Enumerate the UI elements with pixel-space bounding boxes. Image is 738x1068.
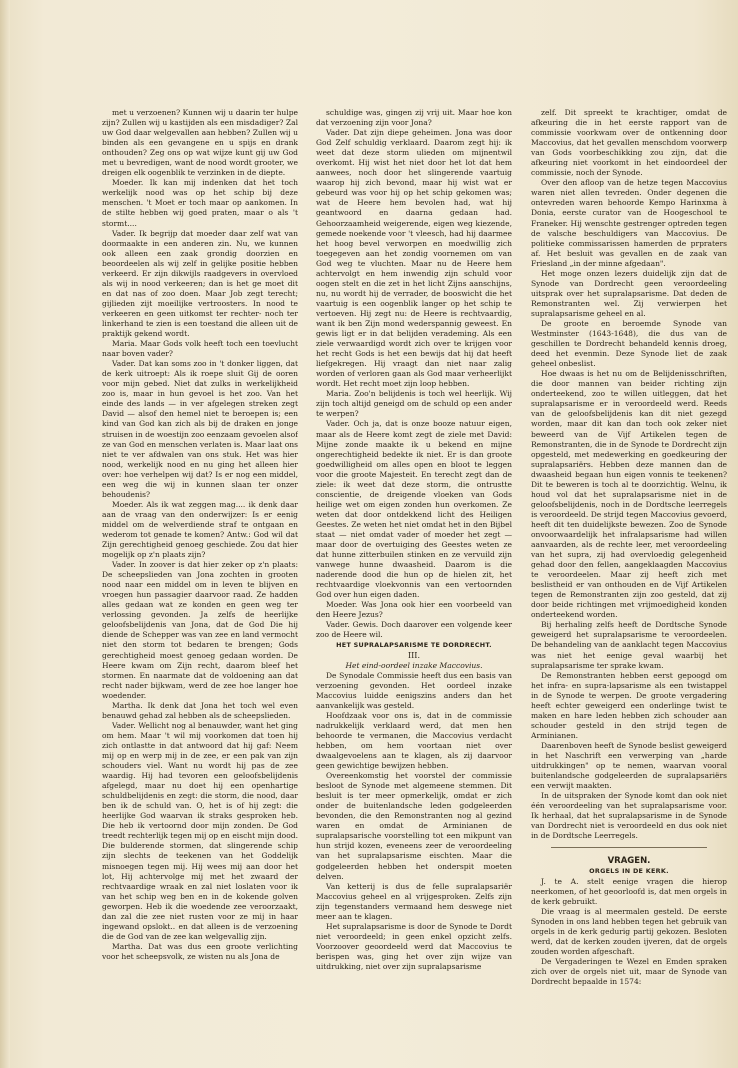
paragraph: Over den afloop van de hetze tegen Maccovius waren niet allen tevreden. Onder degenen die ontevreden waren behoorde Kempo Harinxma à Donia, eerste curator van de Hoogeschool te Franeker. Hij wenschte gestrenger optreden tegen de valsche beschuldigers van Maccovius. De politieke commissarissen hamerden de prpraters af. Het besluit was gevallen en de zaak van Friesland „in der minne afgedaan". [531,178,727,268]
column-2 [316,108,512,1018]
paragraph: Vader. Dat kan soms zoo in 't donker liggen, dat de kerk uitroept: Als ik roepe sluit Gij de ooren voor mijn gebed. Niet dat zulks in werkelijkheid zoo is, maar in hun gevoel is het zoo. Van het einde des lands — in ver afgelegen streken zegt David — alsof den hemel niet te beroepen is; een kind van God kan zich als bij de draken en jonge struisen in de woestijn zoo eenzaam gevoelen alsof ze van God en menschen verlaten is. Maar laat ons niet te ver afdwalen van ons stuk. Het was hier nood, werkelijk nood en nu ging het alleen hier over: hoe verhelpen wij dat? Is er nog een middel, een weg die wij in kunnen slaan ter onzer behoudenis? [102,359,298,499]
vragen-title: VRAGEN. [607,856,651,867]
paragraph: Martha. Dat was dus een groote verlichting voor het scheepsvolk, ze wisten nu als Jona de [102,941,298,961]
divider [551,847,707,848]
paragraph: schuldige was, gingen zij vrij uit. Maar hoe kon dat verzoening zijn voor Jona? [316,108,512,128]
vragen-subtitle: ORGELS IN DE KERK. [589,867,669,876]
paragraph: Hoofdzaak voor ons is, dat in de commissie nadrukkelijk verklaard werd, dat men hen behoorde te vermanen, die Maccovius verdacht hebben, om hem voortaan niet over dwaalgevoelens aan te klagen, als zij daarvoor geen gewichtige bewijzen hebben. [316,710,512,771]
paragraph: Bij herhaling zelfs heeft de Dordtsche Synode geweigerd het supralapsarisme te veroordeelen. De behandeling van de aanklacht tegen Maccovius was niet het eenige geval waarbij het supralapsarisme ter sprake kwam. [531,620,727,670]
paragraph: Maria. Zoo'n belijdenis is toch wel heerlijk. Wij zijn toch altijd geneigd om de schuld op een ander te werpen? [316,389,512,419]
paragraph: Die vraag is al meermalen gesteld. De eerste Synoden in ons land hebben tegen het gebruik van orgels in de kerk gedurig partij gekozen. Besloten werd, dat de kerken zouden ijveren, dat de orgels zouden worden afgeschaft. [531,906,727,956]
column-1 [102,108,298,1018]
paragraph: Vader. Gewis. Doch daarover een volgende keer zoo de Heere wil. [316,620,512,640]
paragraph: Vader. Wellicht nog al benauwder, want het ging om hem. Maar 't wil mij voorkomen dat toen hij zich ontlastte in dat antwoord dat hij gaf: Neem mij op en werp mij in de zee, er een pak van zijn schouders viel. Want nu wordt hij pas de zee waardig. Hij had tevoren een geloofsbelijdenis afgelegd, maar nu doet hij een openhartige schuldbelijdenis en zegt: die storm, die nood, daar ben ik de schuld van. O, het is of hij zegt: die heerlijke God waarvan ik straks gesproken heb. Die heb ik vertoornd door mijn zonden. De God treedt rechterlijk tegen mij op en eischt mijn dood. Die bulderende stormen, dat slingerende schip zijn slechts de teekenen van het Goddelijk misnoegen tegen mij. Hij wees mij aan door het lot, Hij achtervolge mij met het zwaard der rechtvaardige wraak en zal niet loslaten voor ik van het schip weg ben en in de kokende golven geworpen. Heb ik die woedende zee veroorzaakt, dan zal die zee niet rusten voor ze mij in haar ingewand opslokt.. en dat alleen is de verzoening die de God van de zee kan welgevallig zijn. [102,720,298,941]
paragraph: Vader. Ik begrijp dat moeder daar zelf wat van doormaakte in een anderen zin. Nu, we kunnen ook alleen een zaak grondig doorzien en beoordeelen als wij zelf in gelijke positie hebben verkeerd. Er zijn dikwijls raadgevers in overvloed als wij in nood verkeeren; dan is het ge moet dit en dat nas of zoo doen. Maar Job zegt terecht; gijlieden zijt moeilijke vertroosters. In nood te verkeeren en geen uitkomst ter rechter- noch ter linkerhand te zien is een toestand die alleen uit de praktijk gekend wordt. [102,228,298,339]
section-heading: HET SUPRALAPSARISME TE DORDRECHT. [336,641,492,650]
paragraph: Vader. Och ja, dat is onze booze natuur eigen, maar als de Heere komt zegt de ziele met David: Mijne zonde maakte ik u bekend en mijne ongerechtigheid bedekte ik niet. Er is dan groote goedwilligheid om alles open en bloot te leggen voor die groote Majesteit. En terecht zegt dan de ziele: ik weet dat deze storm, die ontrustte conscientie, de dreigende vloeken van Gods heilige wet om eigen zonden hun overkomen. Ze weten dat door ontdekkend licht des Heiligen Geestes. Ze weten het niet omdat het in den Bijbel staat — niet omdat vader of moeder het zegt — maar door de overtuiging des Geestes weten ze dat hunne zitterbuilen stinken en ze vervuild zijn vanwege hunne dwaasheid. Daarom is die naderende dood die hun op de hielen zit, het rechtvaardige vloekvonnis van een vertoornden God over hun eigen daden. [316,419,512,600]
paragraph: Overeenkomstig het voorstel der commissie besloot de Synode met algemeene stemmen. Dit besluit is ter meer opmerkelijk, omdat er zich onder de buitenlandsche leden godgeleerden bevonden, die den Remonstranten nog al gezind waren en omdat de Arminianen de supralapsarische voorstelling tot een mikpunt van hun strijd kozen, eveneens zeer de veroordeeling van het supralapsarisme eischten. Maar die godgeleerden hebben het onderspit moeten delven. [316,771,512,881]
column-3 [531,108,727,1018]
paragraph: De groote en beroemde Synode van Westminster (1643-1648), die dus van de geschillen te Dordrecht behandeld kennis droeg, deed het evenmin. Deze Synode liet de zaak geheel onbeslist. [531,318,727,369]
paragraph: Het moge onzen lezers duidelijk zijn dat de Synode van Dordrecht geen veroordeeling uitsprak over het supralapsarisme. Dat deden de Remonstranten wel. Zij verwierpen het supralapsarisme geheel en al. [531,268,727,318]
paragraph: Van ketterij is dus de felle supralapsariër Maccovius geheel en al vrijgesproken. Zelfs zijn zijn tegenstanders vermaand hem deswege niet meer aan te klagen. [316,881,512,921]
paragraph: Martha. Ik denk dat Jona het toch wel even benauwd gehad zal hebben als de scheepslieden. [102,700,298,720]
paragraph: Moeder. Als ik wat zeggen mag.... ik denk daar aan de vraag van den onderwijzer: Is er eenig middel om de welverdiende straf te ontgaan en wederom tot genade te komen? Antw.: God wil dat Zijn gerechtigheid genoeg geschiede. Zou dat hier mogelijk op z'n plaats zijn? [102,499,298,560]
paragraph: In de uitspraken der Synode komt dan ook niet één veroordeeling van het supralapsarisme voor. Ik herhaal, dat het supralapsarisme in de Synode van Dordrecht niet is veroordeeld en dus ook niet in de Dordtsche Leerregels. [531,791,727,841]
paragraph: Vader. Dat zijn diepe geheimen. Jona was door God Zelf schuldig verklaard. Daarom zegt hij: ik weet dat deze storm ulieden om mijnentwil overkomt. Hij wist het niet door het lot dat hem aanwees, noch door het slingerende vaartuig waarop hij zich bevond, maar hij wist wat er gebeurd was voor hij op het schip gekomen was; wat de Heere hem bevolen had, wat hij geantwoord en daarna gedaan had. Gehoorzaamheid weigerende, eigen weg kiezende, gemede noekende voor 't vleesch, had hij daarmee het hoog bevel verworpen en moedwillig zich toegegeven aan het zondig voornemen om van God weg te vluchten. Maar nu de Heere hem achtervolgt en hem inwendig zijn schuld voor oogen stelt en die zet in het licht Zijns aanschijns, nu, nu wordt hij de verrader, de booswicht die het vaartuig is een oogenblik langer op het schip te vertoeven. Hij zegt nu: de Heere is rechtvaardig, want ik ben Zijn mond wederspannig geweest. En gewis ligt er in dat belijden verademing. Als een ziele verwaardigd wordt zich over te krijgen voor het recht Gods is het een bewijs dat hij dat heeft liefgekregen. Hij vraagt dan niet naar zalig worden of verloren gaan als God maar verheerlijkt wordt. Het recht moet zijn loop hebben. [316,128,512,389]
page-crease [0,0,10,1068]
paragraph: Het supralapsarisme is door de Synode te Dordt niet veroordeeld; in geen enkel opzicht zelfs. Voorzoover geoordeeld werd dat Maccovius te berispen was, ging het over zijn wijze van uitdrukking, niet over zijn supralapsarisme [316,921,512,971]
paragraph: Maria. Maar Gods volk heeft toch een toevlucht naar boven vader? [102,339,298,359]
section-number: III. [407,650,421,660]
paragraph: De Remonstranten hebben eerst gepoogd om het infra- en supra-lapsarisme als een twistappel in de Synode te werpen. De groote vergadering heeft echter geweigerd een onderlinge twist te maken en hare leden hebben zich schouder aan schouder gesteld in den strijd tegen de Arminianen. [531,670,727,740]
section-subtitle: Het eind-oordeel inzake Maccovius. [345,660,483,670]
paragraph: Moeder. Ik kan mij indenken dat het toch werkelijk nood was op het schip bij deze menschen. 't Moet er toch maar op aankomen. In de stilte hebben wij goed praten, maar o als 't stormt.... [102,178,298,228]
paragraph: De Synodale Commissie heeft dus een basis van verzoening gevonden. Het oordeel inzake Maccovius luidde eenigszins anders dan het aanvankelijk was gesteld. [316,670,512,710]
paragraph: zelf. Dit spreekt te krachtiger, omdat de afkeuring die in het eerste rapport van de commissie voorkwam over de ontkenning door Maccovius, dat het gevallen menschdom voorwerp van Gods voorbeschikking zou zijn, dat die afkeuring niet voorkomt in het eindoordeel der commissie, noch der Synode. [531,108,727,178]
paragraph: De Vergaderingen te Wezel en Emden spraken zich over de orgels niet uit, maar de Synode van Dordrecht bepaalde in 1574: [531,956,727,986]
paragraph: J. te A. stelt eenige vragen die hierop neerkomen, of het geoorloofd is, dat men orgels in de kerk gebruikt. [531,876,727,906]
paragraph: Hoe dwaas is het nu om de Belijdenisschriften, die door mannen van beider richting zijn onderteekend, zoo te willen uitleggen, dat het supralapsarisme er in veroordeeld werd. Reeds van de geloofsbelijdenis kan dit niet gezegd worden, maar dit kan dan toch ook zeker niet beweerd van de Vijf Artikelen tegen de Remonstranten, die in de Synode te Dordrecht zijn opgesteld, met medewerking en goedkeuring der supralapsariërs. Hebben deze mannen dan de dwaasheid begaan hun eigen vonnis te teekenen? Dit te beweren is toch al te doorzichtig. Welnu, ik houd vol dat het supralapsarisme niet in de geloofsbelijdenis, noch in de Dordtsche leerregels is veroordeeld. De strijd tegen Maccovius gevoerd, heeft dit ten duidelijkste bewezen. Zoo de Synode onvoorwaardelijk het infralapsarisme had willen aanvaarden, als de rechte leer, met veroordeeling van het supra, zij had overvloedig gelegenheid gehad door den fellen, aangeklaagden Maccovius te veroordeelen. Maar zij heeft zich met beslistheid er van onthouden en de Vijf Artikelen tegen de Remonstranten zijn zoo gesteld, dat zij door beide richtingen met vrijmoedigheid konden onderteekend worden. [531,369,727,620]
paragraph: met u verzoenen? Kunnen wij u daarin ter hulpe zijn? Zullen wij u kastijden als een misdadiger? Zal uw God daar welgevallen aan hebben? Zullen wij u binden als een gevangene en u spijs en drank onthouden? Zeg ons op wat wijze kunt gij uw God met u bevredigen, want de nood wordt grooter, we dreigen elk oogenblik te verzinken in de diepte. [102,108,298,178]
paragraph: Moeder. Was Jona ook hier een voorbeeld van den Heere Jezus? [316,600,512,620]
paragraph: Daarenboven heeft de Synode beslist geweigerd in het Naschrift een verwerping van „harde uitdrukkingen" op te nemen, waarvan vooral buitenlandsche godgeleerden de supralapsariërs een verwijt maakten. [531,740,727,791]
paragraph: Vader. In zoover is dat hier zeker op z'n plaats: De scheepslieden van Jona zochten in grooten nood naar een middel om in leven te blijven en vroegen hun passagier daarvoor raad. Ze hadden alles gedaan wat ze konden en geen weg ter verlossing gevonden. Ja zelfs de heerlijke geloofsbelijdenis van Jona, dat de God Die hij diende de Schepper was van zee en land vermocht niet den storm tot bedaren te brengen; Gods gerechtigheid moest genoeg gedaan worden. De Heere kwam om Zijn recht, daarom bleef het stormen. En naarmate dat de voldoening aan dat recht nader bijkwam, werd de zee hoe langer hoe woedender. [102,560,298,700]
